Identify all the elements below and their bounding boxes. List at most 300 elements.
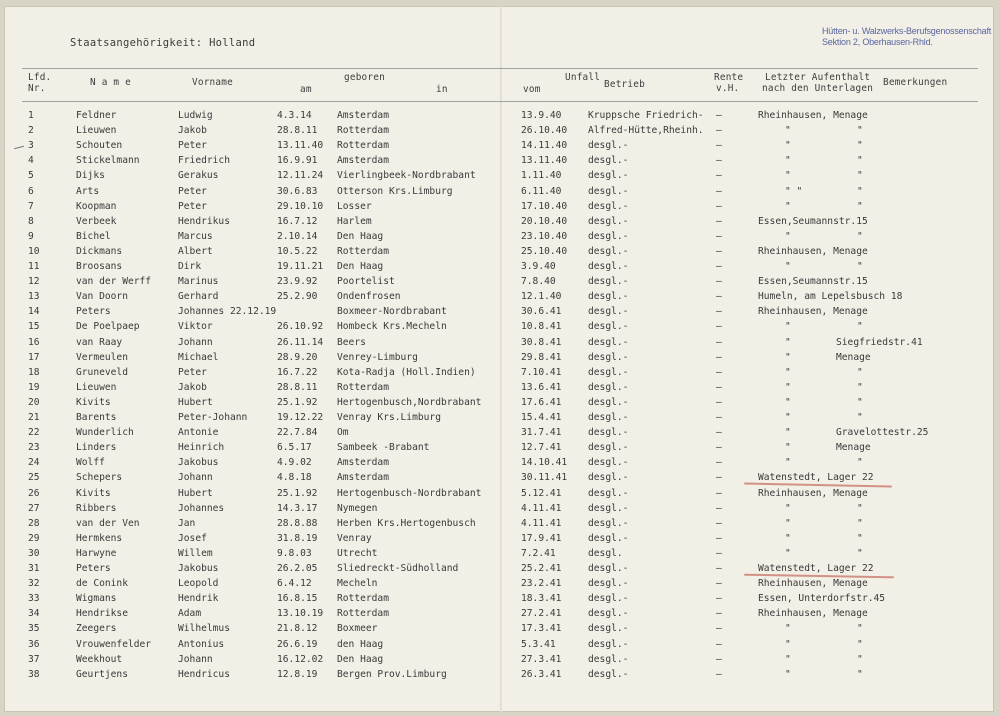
row-residence: Humeln, am Lepelsbusch 18 xyxy=(758,291,903,303)
col-aufenthalt-header: Letzter Aufenthalt xyxy=(765,72,871,83)
row-pension: – xyxy=(716,578,722,590)
row-name: Lieuwen xyxy=(76,125,117,137)
col-betrieb-header: Betrieb xyxy=(604,79,645,90)
table-row xyxy=(0,548,1000,563)
row-accident-date: 4.11.41 xyxy=(521,517,562,529)
table-row xyxy=(0,367,1000,382)
row-vorname: Marinus xyxy=(178,276,219,288)
row-number: 14 xyxy=(28,306,40,318)
row-birth-date: 26.6.19 xyxy=(277,638,318,650)
row-residence: Essen,Seumannstr.15 xyxy=(758,276,868,288)
row-pension: – xyxy=(716,593,722,605)
row-name: Vrouwenfelder xyxy=(76,638,152,650)
row-residence: Essen,Seumannstr.15 xyxy=(758,215,868,227)
row-vorname: Peter xyxy=(178,185,207,197)
row-pension: – xyxy=(716,532,722,544)
row-accident-date: 13.6.41 xyxy=(521,381,562,393)
row-vorname: Peter xyxy=(178,200,207,212)
row-number: 21 xyxy=(28,412,40,423)
row-number: 9 xyxy=(28,230,34,242)
row-remarks: " xyxy=(857,638,863,650)
row-company: desgl.- xyxy=(588,351,629,363)
row-accident-date: 13.9.40 xyxy=(521,110,562,121)
row-name: Wunderlich xyxy=(76,427,134,439)
row-pension: – xyxy=(716,261,722,272)
row-number: 30 xyxy=(28,547,40,559)
row-accident-date: 12.1.40 xyxy=(521,291,562,303)
row-number: 32 xyxy=(28,578,40,590)
row-name: Kivits xyxy=(76,487,111,499)
row-vorname: Marcus xyxy=(178,230,213,242)
table-row xyxy=(0,488,1000,503)
row-birth-place: Mecheln xyxy=(337,578,378,590)
table-row xyxy=(0,518,1000,533)
row-pension: – xyxy=(716,351,722,363)
row-birth-place: Den Haag xyxy=(337,230,384,242)
table-row xyxy=(0,412,1000,427)
row-name: van der Werff xyxy=(76,276,152,288)
row-residence: Watenstedt, Lager 22 xyxy=(758,472,874,484)
row-remarks: " xyxy=(857,230,863,242)
row-vorname: Wilhelmus xyxy=(178,623,230,635)
row-pension: – xyxy=(716,366,722,378)
row-name: Linders xyxy=(76,442,117,454)
row-residence: " xyxy=(785,502,791,514)
row-birth-place: Kota-Radja (Holl.Indien) xyxy=(337,366,476,378)
row-number: 25 xyxy=(28,472,40,484)
row-birth-place: Hertogenbusch,Nordbrabant xyxy=(337,396,482,408)
row-accident-date: 23.10.40 xyxy=(521,230,568,242)
row-vorname: Albert xyxy=(178,245,213,257)
row-residence: " xyxy=(785,547,791,559)
row-birth-date: 6.5.17 xyxy=(277,442,312,454)
row-residence: " " xyxy=(785,185,803,197)
row-name: Dijks xyxy=(76,170,105,182)
row-company: desgl.- xyxy=(588,306,629,318)
table-row xyxy=(0,578,1000,593)
row-vorname: Friedrich xyxy=(178,155,230,167)
row-pension: – xyxy=(716,230,722,242)
row-company: desgl.- xyxy=(588,532,629,544)
row-vorname: Johannes xyxy=(178,502,225,514)
row-birth-place: Amsterdam xyxy=(337,472,389,484)
table-row xyxy=(0,186,1000,201)
row-vorname: Dirk xyxy=(178,261,202,272)
row-vorname: Peter xyxy=(178,366,207,378)
row-number: 19 xyxy=(28,381,40,393)
row-company: desgl.- xyxy=(588,261,629,272)
row-pension: – xyxy=(716,412,722,423)
table-row xyxy=(0,170,1000,185)
row-pension: – xyxy=(716,170,722,182)
row-number: 38 xyxy=(28,668,40,680)
row-vorname: Jakob xyxy=(178,381,207,393)
row-birth-date: 28.8.11 xyxy=(277,381,318,393)
row-company: desgl.- xyxy=(588,185,629,197)
row-residence: " xyxy=(785,336,791,348)
col-nr-header-2: Nr. xyxy=(28,83,46,94)
table-row xyxy=(0,231,1000,246)
col-in-header: in xyxy=(436,84,448,95)
stamp-line-1: Hütten- u. Walzwerks-Berufsgenossenschaft xyxy=(822,26,992,36)
row-number: 26 xyxy=(28,487,40,499)
row-accident-date: 30.11.41 xyxy=(521,472,568,484)
row-accident-date: 10.8.41 xyxy=(521,321,562,333)
row-vorname: Peter-Johann xyxy=(178,412,248,423)
row-remarks: " xyxy=(857,517,863,529)
row-name: Dickmans xyxy=(76,245,123,257)
row-birth-place: Den Haag xyxy=(337,653,384,665)
row-company: desgl.- xyxy=(588,336,629,348)
row-residence: Rheinhausen, Menage xyxy=(758,306,868,318)
row-vorname: Gerakus xyxy=(178,170,219,182)
row-pension: – xyxy=(716,457,722,469)
row-pension: – xyxy=(716,668,722,680)
row-birth-place: Om xyxy=(337,427,349,439)
row-remarks: " xyxy=(857,412,863,423)
row-name: Bichel xyxy=(76,230,111,242)
row-vorname: Johann xyxy=(178,653,213,665)
row-number: 22 xyxy=(28,427,40,439)
row-company: desgl.- xyxy=(588,502,629,514)
row-residence: " xyxy=(785,125,791,137)
row-birth-place: Boxmeer xyxy=(337,623,378,635)
row-company: desgl.- xyxy=(588,593,629,605)
row-vorname: Jakob xyxy=(178,125,207,137)
row-name: de Conink xyxy=(76,578,128,590)
col-rente-header-2: v.H. xyxy=(716,83,740,94)
row-birth-date: 9.8.03 xyxy=(277,547,312,559)
row-vorname: Viktor xyxy=(178,321,213,333)
row-pension: – xyxy=(716,653,722,665)
row-accident-date: 7.8.40 xyxy=(521,276,556,288)
row-accident-date: 3.9.40 xyxy=(521,261,556,272)
row-accident-date: 17.6.41 xyxy=(521,396,562,408)
row-vorname: Jan xyxy=(178,517,196,529)
row-vorname: Leopold xyxy=(178,578,219,590)
row-birth-place: Rotterdam xyxy=(337,245,389,257)
row-remarks: " xyxy=(857,668,863,680)
row-birth-place: Hertogenbusch-Nordbrabant xyxy=(337,487,482,499)
row-birth-date: 28.9.20 xyxy=(277,351,318,363)
row-accident-date: 31.7.41 xyxy=(521,427,562,439)
row-pension: – xyxy=(716,547,722,559)
row-number: 20 xyxy=(28,396,40,408)
row-birth-place: Utrecht xyxy=(337,547,378,559)
row-pension: – xyxy=(716,502,722,514)
row-vorname: Michael xyxy=(178,351,219,363)
row-number: 34 xyxy=(28,608,40,620)
row-vorname: Hendricus xyxy=(178,668,230,680)
row-birth-date: 26.2.05 xyxy=(277,563,318,574)
row-name: Feldner xyxy=(76,110,117,121)
row-name: Ribbers xyxy=(76,502,117,514)
row-company: desgl.- xyxy=(588,487,629,499)
table-row xyxy=(0,608,1000,623)
row-remarks: " xyxy=(857,547,863,559)
row-pension: – xyxy=(716,185,722,197)
row-accident-date: 13.11.40 xyxy=(521,155,568,167)
row-pension: – xyxy=(716,427,722,439)
row-residence: " xyxy=(785,396,791,408)
row-remarks: " xyxy=(857,502,863,514)
row-company: desgl.- xyxy=(588,653,629,665)
row-pension: – xyxy=(716,517,722,529)
row-company: desgl.- xyxy=(588,215,629,227)
row-remarks: " xyxy=(857,366,863,378)
row-remarks: " xyxy=(857,125,863,137)
col-bemerkungen-header: Bemerkungen xyxy=(883,77,948,88)
table-row xyxy=(0,155,1000,170)
stamp-line-2: Sektion 2, Oberhausen-Rhld. xyxy=(822,37,933,47)
row-vorname: Ludwig xyxy=(178,110,213,121)
table-row xyxy=(0,457,1000,472)
table-row xyxy=(0,291,1000,306)
row-birth-date: 25.2.90 xyxy=(277,291,318,303)
row-birth-place: Sliedreckt-Südholland xyxy=(337,563,459,574)
row-accident-date: 5.12.41 xyxy=(521,487,562,499)
row-accident-date: 17.10.40 xyxy=(521,200,568,212)
row-remarks: " xyxy=(857,170,863,182)
row-number: 37 xyxy=(28,653,40,665)
row-pension: – xyxy=(716,623,722,635)
row-company: Kruppsche Friedrich- xyxy=(588,110,704,121)
row-company: desgl.- xyxy=(588,396,629,408)
row-name: Peters xyxy=(76,306,111,318)
row-pension: – xyxy=(716,291,722,303)
row-pension: – xyxy=(716,215,722,227)
row-pension: – xyxy=(716,245,722,257)
row-name: Wigmans xyxy=(76,593,117,605)
row-pension: – xyxy=(716,563,722,574)
col-nr-header: Lfd. xyxy=(28,72,52,83)
table-row xyxy=(0,125,1000,140)
row-birth-place: Bergen Prov.Limburg xyxy=(337,668,447,680)
row-company: desgl.- xyxy=(588,155,629,167)
row-name: Hendrikse xyxy=(76,608,128,620)
table-row xyxy=(0,533,1000,548)
row-residence: " xyxy=(785,653,791,665)
col-rente-header: Rente xyxy=(714,72,744,83)
row-birth-date: 31.8.19 xyxy=(277,532,318,544)
table-row xyxy=(0,201,1000,216)
row-birth-date: 28.8.88 xyxy=(277,517,318,529)
row-remarks: " xyxy=(857,185,863,197)
row-birth-place: Amsterdam xyxy=(337,457,389,469)
table-row xyxy=(0,639,1000,654)
row-remarks: " xyxy=(857,623,863,635)
table-row xyxy=(0,246,1000,261)
row-birth-date: 4.3.14 xyxy=(277,110,312,121)
row-residence: " xyxy=(785,412,791,423)
row-residence: " xyxy=(785,321,791,333)
row-company: desgl.- xyxy=(588,442,629,454)
row-pension: – xyxy=(716,487,722,499)
row-company: desgl.- xyxy=(588,472,629,484)
row-remarks: " xyxy=(857,321,863,333)
table-row xyxy=(0,110,1000,125)
row-birth-date: 23.9.92 xyxy=(277,276,318,288)
row-accident-date: 23.2.41 xyxy=(521,578,562,590)
row-number: 4 xyxy=(28,155,34,167)
table-row xyxy=(0,623,1000,638)
row-remarks: " xyxy=(857,457,863,469)
row-number: 35 xyxy=(28,623,40,635)
row-number: 24 xyxy=(28,457,40,469)
row-pension: – xyxy=(716,125,722,137)
row-birth-place: Amsterdam xyxy=(337,155,389,167)
row-birth-place: Rotterdam xyxy=(337,593,389,605)
row-residence: " xyxy=(785,170,791,182)
row-vorname: Hubert xyxy=(178,487,213,499)
row-pension: – xyxy=(716,200,722,212)
row-name: Schepers xyxy=(76,472,123,484)
row-birth-place: Ondenfrosen xyxy=(337,291,401,303)
row-name: van der Ven xyxy=(76,517,140,529)
row-company: desgl.- xyxy=(588,608,629,620)
row-residence: " xyxy=(785,366,791,378)
table-row xyxy=(0,427,1000,442)
col-vorname-header: Vorname xyxy=(192,77,233,88)
row-residence: Essen, Unterdorfstr.45 xyxy=(758,593,886,605)
row-accident-date: 27.2.41 xyxy=(521,608,562,620)
row-number: 3 xyxy=(28,140,34,152)
row-remarks: " xyxy=(857,653,863,665)
row-remarks: " xyxy=(857,381,863,393)
row-vorname: Johann xyxy=(178,336,213,348)
row-accident-date: 15.4.41 xyxy=(521,412,562,423)
row-birth-date: 13.11.40 xyxy=(277,140,324,152)
row-birth-date: 30.6.83 xyxy=(277,185,318,197)
row-name: Koopman xyxy=(76,200,117,212)
row-company: desgl.- xyxy=(588,366,629,378)
row-remarks: Menage xyxy=(836,442,871,454)
row-pension: – xyxy=(716,381,722,393)
row-pension: – xyxy=(716,396,722,408)
row-residence: Rheinhausen, Menage xyxy=(758,608,868,620)
row-number: 12 xyxy=(28,276,40,288)
col-name-header: N a m e xyxy=(90,77,131,88)
row-birth-place: Nymegen xyxy=(337,502,378,514)
col-aufenthalt-header-2: nach den Unterlagen xyxy=(762,83,874,94)
row-birth-date: 19.11.21 xyxy=(277,261,324,272)
row-company: desgl.- xyxy=(588,291,629,303)
row-birth-date: 28.8.11 xyxy=(277,125,318,137)
header-bottom-rule xyxy=(22,101,978,102)
row-residence: " xyxy=(785,668,791,680)
row-company: desgl.- xyxy=(588,517,629,529)
row-accident-date: 17.3.41 xyxy=(521,623,562,635)
row-accident-date: 12.7.41 xyxy=(521,442,562,454)
row-birth-date: 12.11.24 xyxy=(277,170,324,182)
row-vorname: Johann xyxy=(178,472,213,484)
row-accident-date: 26.3.41 xyxy=(521,668,562,680)
row-pension: – xyxy=(716,155,722,167)
table-row xyxy=(0,216,1000,231)
row-name: Schouten xyxy=(76,140,123,152)
row-number: 33 xyxy=(28,593,40,605)
row-birth-date: 6.4.12 xyxy=(277,578,312,590)
row-birth-place: Den Haag xyxy=(337,261,384,272)
table-row xyxy=(0,397,1000,412)
row-name: Weekhout xyxy=(76,653,123,665)
row-name: De Poelpaep xyxy=(76,321,140,333)
col-vom-header: vom xyxy=(523,84,541,95)
table-row xyxy=(0,352,1000,367)
row-residence: " xyxy=(785,623,791,635)
row-name: Arts xyxy=(76,185,100,197)
row-company: desgl.- xyxy=(588,230,629,242)
row-vorname: Adam xyxy=(178,608,202,620)
row-pension: – xyxy=(716,442,722,454)
table-row xyxy=(0,654,1000,669)
col-am-header: am xyxy=(300,84,312,95)
row-remarks: Menage xyxy=(836,351,871,363)
row-pension: – xyxy=(716,638,722,650)
row-pension: – xyxy=(716,321,722,333)
row-residence: " xyxy=(785,261,791,272)
table-row xyxy=(0,306,1000,321)
row-number: 28 xyxy=(28,517,40,529)
row-number: 5 xyxy=(28,170,34,182)
table-row xyxy=(0,337,1000,352)
row-accident-date: 26.10.40 xyxy=(521,125,568,137)
table-row xyxy=(0,276,1000,291)
row-accident-date: 6.11.40 xyxy=(521,185,562,197)
row-pension: – xyxy=(716,608,722,620)
institution-stamp xyxy=(822,26,994,48)
row-accident-date: 20.10.40 xyxy=(521,215,568,227)
row-birth-place: Amsterdam xyxy=(337,110,389,121)
row-residence: Rheinhausen, Menage xyxy=(758,110,868,121)
row-accident-date: 4.11.41 xyxy=(521,502,562,514)
row-birth-date: 12.8.19 xyxy=(277,668,318,680)
row-number: 10 xyxy=(28,245,40,257)
row-number: 29 xyxy=(28,532,40,544)
row-residence: Rheinhausen, Menage xyxy=(758,578,868,590)
row-name: Peters xyxy=(76,563,111,574)
row-pension: – xyxy=(716,276,722,288)
row-birth-place: Boxmeer-Nordbrabant xyxy=(337,306,447,318)
row-residence: " xyxy=(785,155,791,167)
row-birth-date: 4.8.18 xyxy=(277,472,312,484)
row-number: 31 xyxy=(28,563,40,574)
row-remarks: " xyxy=(857,532,863,544)
row-number: 15 xyxy=(28,321,40,333)
row-birth-date: 14.3.17 xyxy=(277,502,318,514)
col-geboren-header: geboren xyxy=(344,72,385,83)
row-accident-date: 14.10.41 xyxy=(521,457,568,469)
row-accident-date: 18.3.41 xyxy=(521,593,562,605)
row-number: 13 xyxy=(28,291,40,303)
row-birth-place: Rotterdam xyxy=(337,140,389,152)
row-accident-date: 29.8.41 xyxy=(521,351,562,363)
row-vorname: Gerhard xyxy=(178,291,219,303)
row-birth-place: Vierlingbeek-Nordbrabant xyxy=(337,170,476,182)
row-number: 1 xyxy=(28,110,34,121)
nationality-value: Holland xyxy=(209,37,256,49)
row-name: Geurtjens xyxy=(76,668,128,680)
row-vorname: Johannes 22.12.19 xyxy=(178,306,277,318)
row-name: Broosans xyxy=(76,261,123,272)
row-remarks: " xyxy=(857,140,863,152)
row-accident-date: 17.9.41 xyxy=(521,532,562,544)
row-accident-date: 30.6.41 xyxy=(521,306,562,318)
row-birth-date: 16.9.91 xyxy=(277,155,318,167)
row-birth-place: Herben Krs.Hertogenbusch xyxy=(337,517,476,529)
row-residence: " xyxy=(785,442,791,454)
row-company: desgl.- xyxy=(588,668,629,680)
